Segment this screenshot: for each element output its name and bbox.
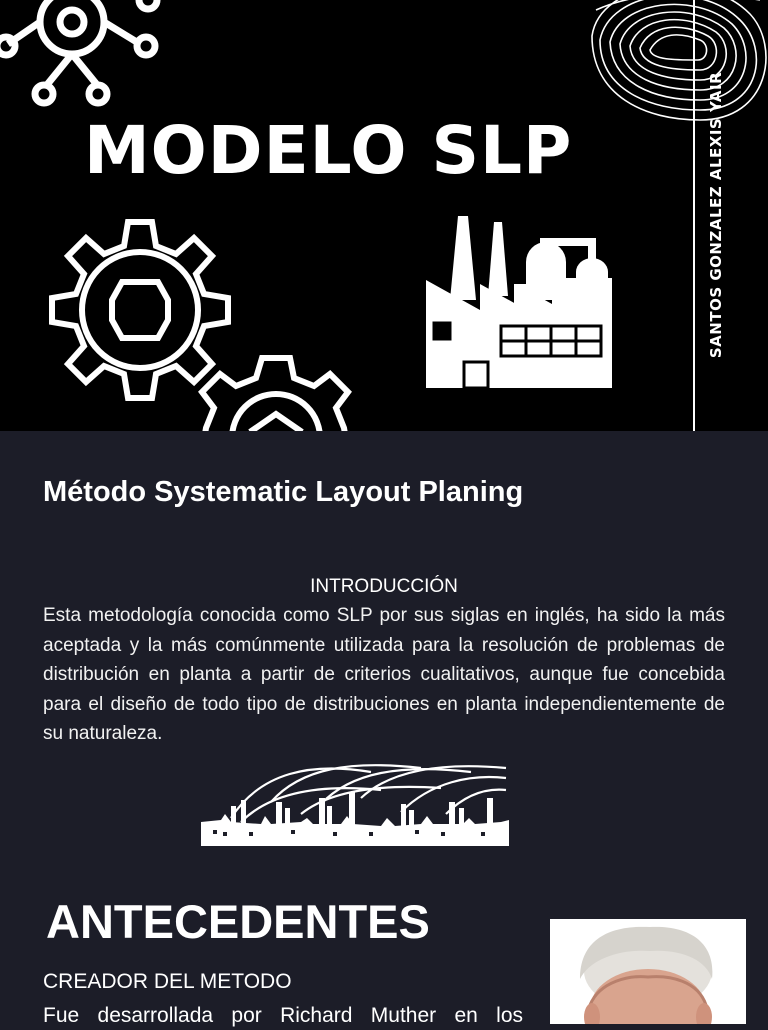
intro-heading: INTRODUCCIÓN [310, 576, 458, 597]
contour-lines-decoration [592, 0, 766, 120]
portrait-image [550, 919, 746, 1024]
section-title-antecedentes: ANTECEDENTES [46, 895, 430, 948]
creator-label: CREADOR DEL METODO [43, 970, 292, 993]
intro-paragraph: Esta metodología conocida como SLP por sus siglas en inglés, ha sido la más aceptada y la más comúnmente utilizada para la resolución de problemas de distribución en planta a partir de criterios cualitativos, aunque fue concebida para el diseño de todo tipo de distribuciones en planta independientemente de su naturaleza. [43, 605, 725, 745]
network-gear-icon [0, 0, 157, 103]
small-gear-icon [202, 358, 348, 431]
large-gear-icon [52, 222, 228, 398]
subtitle: Método Systematic Layout Planing [43, 476, 524, 508]
author-photo [550, 919, 746, 1024]
factory-icon [426, 216, 612, 388]
creator-paragraph: Fue desarrollada por Richard Muther en los [43, 1004, 523, 1027]
page-title: MODELO SLP [84, 112, 573, 189]
author-name: SANTOS GONZALEZ ALEXIS YAIR [707, 71, 725, 359]
header-artwork [0, 0, 768, 431]
author-container [696, 0, 736, 431]
header-banner [0, 0, 768, 431]
industrial-skyline-illustration [201, 762, 509, 846]
